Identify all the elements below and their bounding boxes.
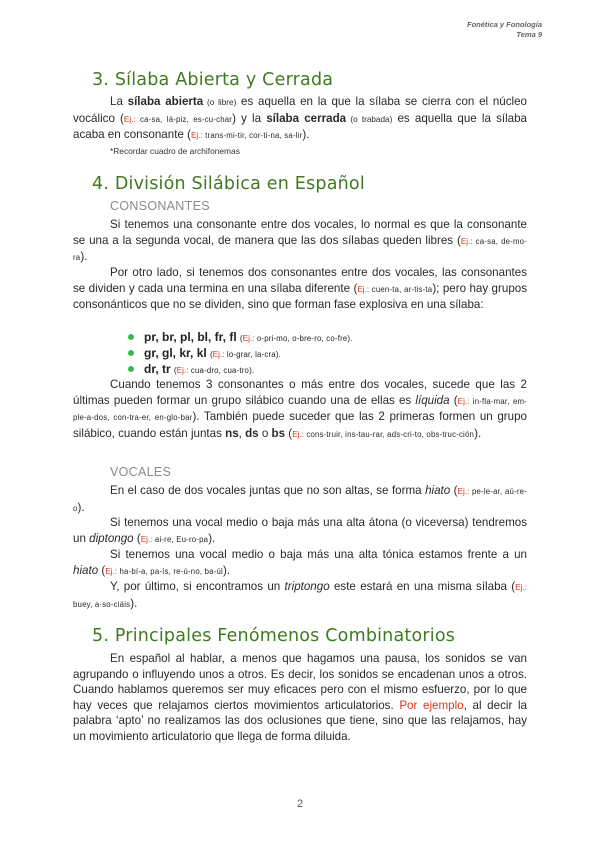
bullet-item: pr, br, pl, bl, fr, fl (Ej.: o-pri-mo, o-bre-ro, co-fre).	[128, 329, 352, 347]
vocales-paragraph-4: Y, por último, si encontramos un triptongo este estará en una misma sílaba (Ej.: buey, a-so-ciáis).	[73, 580, 527, 610]
consonantes-paragraph-2: Por otro lado, si tenemos dos consonantes entre dos vocales, las consonantes se dividen y cada una termina en una sílaba diferente (Ej.: cuen-ta, ar-tis-ta); pero hay grupos consonánticos que no se dividen, sino que forman fase explosiva en una sílaba:	[73, 266, 528, 312]
bullet-item: dr, tr (Ej.: cua-dro, cua-tro).	[128, 361, 254, 379]
bullet-dot-icon	[128, 334, 134, 340]
consonantes-paragraph-1: Si tenemos una consonante entre dos vocales, lo normal es que la consonante se una a la segunda vocal, de manera que las dos sílabas queden libres (Ej.: ca-sa, de-mo-ra).	[73, 218, 527, 264]
bullet-dot-icon	[128, 366, 134, 372]
bullet-dot-icon	[128, 350, 134, 356]
header-subject: Fonética y Fonología	[466, 20, 542, 29]
section-5-paragraph: En español al hablar, a menos que hagamos una pausa, los sonidos se van agrupando o influyendo unos a otros. Es decir, los sonidos se encadenan unos a otros. Cuando hablamos queremos ser muy eficaces pero con el mismo esfuerzo, por lo que hay veces que relajamos ciertos movimientos articulatorios. Por ejemplo, al decir la palabra ‘apto’ no realizamos las dos oclusiones que tiene, sino que las relajamos, hay un movimiento articulatorio que llega de forma diluida.	[73, 652, 527, 743]
section-4-title: 4. División Silábica en Español	[92, 174, 365, 194]
section-3-paragraph: La sílaba abierta (o libre) es aquella en la que la sílaba se cierra con el núcleo vocálico (Ej.: ca-sa, lá-piz, es-cu-char) y la sílaba cerrada (o trabada) es aquella que la sílaba acaba en consonante (Ej.: trans-mi-tir, cor-ti-na, sa-lir).	[73, 95, 528, 142]
consonantes-subheading: CONSONANTES	[110, 199, 210, 213]
consonantes-paragraph-3: Cuando tenemos 3 consonantes o más entre dos vocales, sucede que las 2 últimas pueden formar un grupo silábico cuando una de ellas es líquida (Ej.: in-fla-mar, em-ple-a-dos, con-tra-er, en-glo-bar). También puede suceder que las 2 primeras formen un grupo silábico, cuando están juntas ns, ds o bs (Ej.: cons-truir, ins-tau-rar, ads-cri-to, obs-truc-ción).	[73, 378, 527, 440]
vocales-paragraph-3: Si tenemos una vocal medio o baja más una alta tónica estamos frente a un hiato (Ej.: ha-bí-a, pa-ís, re-ú-no, ba-úl).	[73, 548, 527, 577]
section-5-title: 5. Principales Fenómenos Combinatorios	[92, 626, 456, 646]
vocales-subheading: VOCALES	[110, 465, 172, 479]
bullet-item: gr, gl, kr, kl (Ej.: lo-grar, la-cra).	[128, 345, 281, 363]
page-header	[467, 20, 542, 40]
section-3-title: 3. Sílaba Abierta y Cerrada	[92, 70, 334, 90]
header-unit: Tema 9	[516, 30, 542, 39]
vocales-paragraph-1: En el caso de dos vocales juntas que no son altas, se forma hiato (Ej.: pe-le-ar, aú-re-o).	[73, 484, 527, 514]
archifonemas-note: *Recordar cuadro de archifonemas	[110, 146, 240, 156]
vocales-paragraph-2: Si tenemos una vocal medio o baja más una alta átona (o viceversa) tendremos un diptongo (Ej.: ai-re, Eu-ro-pa).	[73, 516, 527, 545]
page-number: 2	[296, 798, 304, 810]
